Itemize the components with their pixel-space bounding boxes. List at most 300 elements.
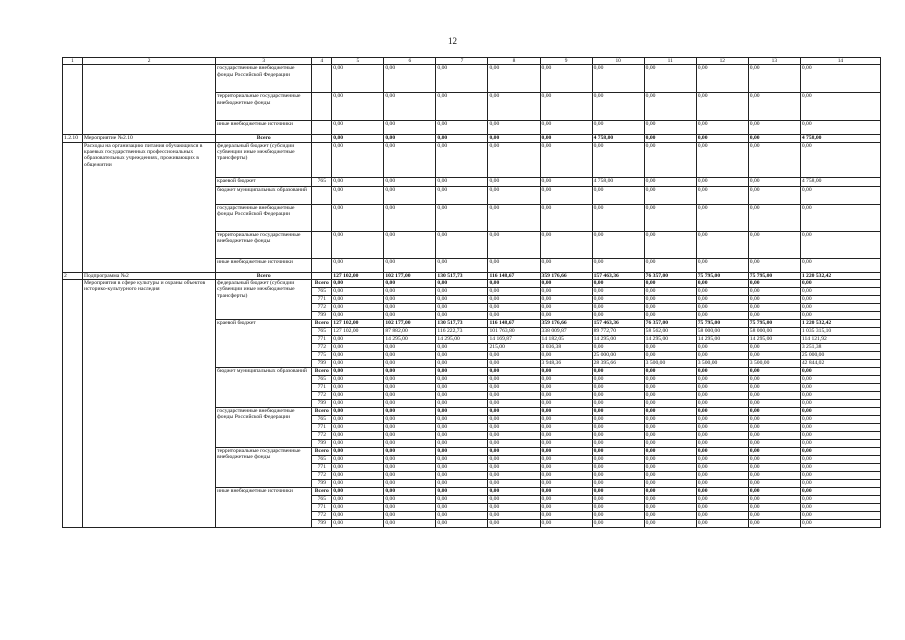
value-cell: 0,00 <box>748 135 800 142</box>
value-cell: 0,00 <box>696 480 748 488</box>
value-cell: 0,00 <box>800 384 880 392</box>
value-cell: 3 500,00 <box>644 360 696 368</box>
value-cell: 0,00 <box>748 488 800 496</box>
value-cell: 0,00 <box>384 392 436 400</box>
value-cell: 0,00 <box>644 504 696 512</box>
code-cell <box>312 258 332 272</box>
value-cell: 0,00 <box>592 472 644 480</box>
value-cell: 0,00 <box>696 135 748 142</box>
value-cell: 58 562,00 <box>644 328 696 336</box>
code-cell: 799 <box>312 440 332 448</box>
value-cell: 4 758,00 <box>592 177 644 186</box>
value-cell: 0,00 <box>748 392 800 400</box>
value-cell: 0,00 <box>696 432 748 440</box>
value-cell: 0,00 <box>592 416 644 424</box>
value-cell: 4 758,00 <box>592 135 644 142</box>
value-cell: 76 357,00 <box>644 272 696 279</box>
value-cell: 0,00 <box>540 312 592 320</box>
value-cell: 0,00 <box>696 186 748 204</box>
value-cell: 0,00 <box>592 204 644 231</box>
value-cell: 0,00 <box>488 288 540 296</box>
value-cell: 0,00 <box>436 288 488 296</box>
value-cell: 0,00 <box>748 496 800 504</box>
value-cell: 359 176,66 <box>540 272 592 279</box>
value-cell: 0,00 <box>696 464 748 472</box>
value-cell: 0,00 <box>696 368 748 376</box>
value-cell: 0,00 <box>332 258 384 272</box>
value-cell: 14 182,05 <box>540 336 592 344</box>
value-cell: 0,00 <box>748 368 800 376</box>
value-cell: 0,00 <box>332 280 384 288</box>
value-cell: 0,00 <box>384 65 436 93</box>
value-cell: 14 169,87 <box>488 336 540 344</box>
value-cell: 0,00 <box>488 135 540 142</box>
value-cell: 0,00 <box>384 93 436 121</box>
code-cell: 772 <box>312 344 332 352</box>
code-cell: Всего <box>312 488 332 496</box>
value-cell: 0,00 <box>332 448 384 456</box>
column-number: 1 <box>63 58 83 65</box>
value-cell: 0,00 <box>748 65 800 93</box>
value-cell: 0,00 <box>592 258 644 272</box>
value-cell: 0,00 <box>748 512 800 520</box>
value-cell: 127 102,00 <box>332 328 384 336</box>
value-cell: 0,00 <box>332 376 384 384</box>
value-cell: 0,00 <box>800 93 880 121</box>
value-cell: 0,00 <box>644 352 696 360</box>
value-cell: 0,00 <box>696 504 748 512</box>
value-cell: 0,00 <box>696 488 748 496</box>
value-cell: 0,00 <box>332 368 384 376</box>
value-cell: 75 795,00 <box>748 320 800 328</box>
value-cell: 3 500,00 <box>696 360 748 368</box>
value-cell: 0,00 <box>332 65 384 93</box>
value-cell: 0,00 <box>644 288 696 296</box>
value-cell: 0,00 <box>800 512 880 520</box>
num-cell <box>63 65 83 135</box>
value-cell: 0,00 <box>592 480 644 488</box>
code-cell: Всего <box>312 408 332 416</box>
source-label: бюджет муниципальных образований <box>216 186 312 204</box>
value-cell: 0,00 <box>592 376 644 384</box>
value-cell: 0,00 <box>332 204 384 231</box>
value-cell: 0,00 <box>488 65 540 93</box>
value-cell: 14 295,00 <box>436 336 488 344</box>
value-cell: 0,00 <box>696 65 748 93</box>
value-cell: 3 948,36 <box>540 360 592 368</box>
column-number: 7 <box>436 58 488 65</box>
value-cell: 0,00 <box>540 280 592 288</box>
value-cell: 0,00 <box>748 504 800 512</box>
value-cell: 0,00 <box>592 432 644 440</box>
value-cell: 0,00 <box>436 488 488 496</box>
value-cell: 0,00 <box>644 304 696 312</box>
value-cell: 0,00 <box>488 456 540 464</box>
value-cell: 1 220 532,42 <box>800 320 880 328</box>
value-cell: 0,00 <box>332 432 384 440</box>
value-cell: 0,00 <box>696 392 748 400</box>
value-cell: 0,00 <box>592 288 644 296</box>
code-cell <box>312 121 332 135</box>
value-cell: 0,00 <box>436 280 488 288</box>
value-cell: 0,00 <box>384 424 436 432</box>
value-cell: 0,00 <box>384 344 436 352</box>
code-cell: 765 <box>312 328 332 336</box>
code-cell: 772 <box>312 392 332 400</box>
value-cell: 0,00 <box>540 424 592 432</box>
value-cell: 0,00 <box>748 352 800 360</box>
value-cell: 0,00 <box>748 440 800 448</box>
value-cell: 0,00 <box>800 472 880 480</box>
value-cell: 0,00 <box>644 480 696 488</box>
code-cell: Всего <box>312 448 332 456</box>
value-cell: 0,00 <box>540 204 592 231</box>
value-cell: 14 295,00 <box>748 336 800 344</box>
value-cell: 0,00 <box>436 368 488 376</box>
value-cell: 0,00 <box>540 93 592 121</box>
value-cell: 0,00 <box>436 440 488 448</box>
budget-table <box>62 57 881 528</box>
source-label: бюджет муниципальных образований <box>216 368 312 408</box>
value-cell: 0,00 <box>488 392 540 400</box>
value-cell: 0,00 <box>332 296 384 304</box>
value-cell: 0,00 <box>488 376 540 384</box>
value-cell: 0,00 <box>800 496 880 504</box>
value-cell: 0,00 <box>696 400 748 408</box>
value-cell: 0,00 <box>748 480 800 488</box>
value-cell: 0,00 <box>592 504 644 512</box>
value-cell: 0,00 <box>644 432 696 440</box>
value-cell: 0,00 <box>488 258 540 272</box>
value-cell: 0,00 <box>436 408 488 416</box>
value-cell: 0,00 <box>696 496 748 504</box>
value-cell: 0,00 <box>436 231 488 258</box>
value-cell: 0,00 <box>384 488 436 496</box>
value-cell: 0,00 <box>436 464 488 472</box>
code-cell <box>312 231 332 258</box>
value-cell: 0,00 <box>748 408 800 416</box>
table-row <box>63 135 881 142</box>
value-cell: 0,00 <box>384 204 436 231</box>
value-cell: 0,00 <box>696 376 748 384</box>
code-cell: 765 <box>312 456 332 464</box>
value-cell: 0,00 <box>488 440 540 448</box>
value-cell: 14 295,00 <box>592 336 644 344</box>
value-cell: 0,00 <box>332 288 384 296</box>
code-cell: 771 <box>312 424 332 432</box>
value-cell: 0,00 <box>800 142 880 177</box>
value-cell: 0,00 <box>644 280 696 288</box>
item-description: Мероприятия в сфере культуры и охраны объектов историко-культурного наследия <box>83 280 216 528</box>
value-cell: 0,00 <box>436 424 488 432</box>
code-cell: 772 <box>312 304 332 312</box>
code-cell: 775 <box>312 352 332 360</box>
value-cell: 0,00 <box>696 520 748 528</box>
value-cell: 0,00 <box>488 231 540 258</box>
value-cell: 0,00 <box>800 488 880 496</box>
source-label: государственные внебюджетные фонды Российской Федерации <box>216 65 312 93</box>
item-title: Мероприятие №2.10 <box>83 135 216 142</box>
value-cell: 0,00 <box>644 186 696 204</box>
value-cell: 0,00 <box>696 416 748 424</box>
value-cell: 0,00 <box>644 464 696 472</box>
value-cell: 58 000,00 <box>696 328 748 336</box>
value-cell: 0,00 <box>332 400 384 408</box>
value-cell: 0,00 <box>592 448 644 456</box>
value-cell: 0,00 <box>488 416 540 424</box>
value-cell: 0,00 <box>332 186 384 204</box>
value-cell: 0,00 <box>540 296 592 304</box>
value-cell: 0,00 <box>800 65 880 93</box>
value-cell: 0,00 <box>748 344 800 352</box>
code-cell: Всего <box>312 320 332 328</box>
value-cell: 130 517,73 <box>436 320 488 328</box>
code-cell: 771 <box>312 336 332 344</box>
source-label: федеральный бюджет (субсидии субвенции иные межбюджетные трансферты) <box>216 280 312 320</box>
value-cell: 0,00 <box>332 512 384 520</box>
value-cell: 0,00 <box>592 344 644 352</box>
code-cell: Всего <box>312 280 332 288</box>
value-cell: 0,00 <box>592 368 644 376</box>
value-cell: 0,00 <box>644 204 696 231</box>
value-cell: 0,00 <box>488 480 540 488</box>
value-cell: 0,00 <box>748 304 800 312</box>
value-cell: 0,00 <box>540 456 592 464</box>
value-cell: 0,00 <box>540 520 592 528</box>
value-cell: 0,00 <box>696 424 748 432</box>
column-number: 4 <box>312 58 332 65</box>
value-cell: 0,00 <box>540 408 592 416</box>
value-cell: 0,00 <box>436 384 488 392</box>
column-number: 6 <box>384 58 436 65</box>
value-cell: 0,00 <box>488 408 540 416</box>
code-cell: 799 <box>312 480 332 488</box>
column-number: 3 <box>216 58 312 65</box>
value-cell: 0,00 <box>488 304 540 312</box>
value-cell: 0,00 <box>644 344 696 352</box>
column-number: 2 <box>83 58 216 65</box>
value-cell: 0,00 <box>748 186 800 204</box>
value-cell: 0,00 <box>332 472 384 480</box>
value-cell: 0,00 <box>592 186 644 204</box>
value-cell: 0,00 <box>540 65 592 93</box>
value-cell: 0,00 <box>488 424 540 432</box>
value-cell: 0,00 <box>644 296 696 304</box>
value-cell: 0,00 <box>800 424 880 432</box>
value-cell: 0,00 <box>748 204 800 231</box>
value-cell: 0,00 <box>436 504 488 512</box>
value-cell: 0,00 <box>384 231 436 258</box>
value-cell: 116 148,67 <box>488 272 540 279</box>
value-cell: 0,00 <box>436 186 488 204</box>
value-cell: 0,00 <box>592 142 644 177</box>
value-cell: 0,00 <box>488 432 540 440</box>
value-cell: 0,00 <box>748 432 800 440</box>
value-cell: 127 102,00 <box>332 320 384 328</box>
value-cell: 0,00 <box>540 512 592 520</box>
value-cell: 0,00 <box>592 392 644 400</box>
value-cell: 0,00 <box>696 512 748 520</box>
item-description: Расходы на организацию питания обучающихся в краевых государственных профессиональных образовательных учреждениях, проживающих в общежитии <box>83 142 216 272</box>
value-cell: 0,00 <box>540 258 592 272</box>
value-cell: 0,00 <box>332 488 384 496</box>
value-cell: 0,00 <box>644 121 696 135</box>
code-cell <box>312 204 332 231</box>
value-cell: 0,00 <box>332 231 384 258</box>
value-cell: 0,00 <box>332 312 384 320</box>
value-cell: 42 844,02 <box>800 360 880 368</box>
item-number: 1.2.10 <box>63 135 83 142</box>
value-cell: 0,00 <box>488 177 540 186</box>
value-cell: 0,00 <box>748 177 800 186</box>
value-cell: 0,00 <box>696 456 748 464</box>
value-cell: 0,00 <box>332 456 384 464</box>
value-cell: 0,00 <box>644 488 696 496</box>
value-cell: 0,00 <box>644 142 696 177</box>
value-cell: 0,00 <box>644 368 696 376</box>
total-label: Всего <box>216 272 312 279</box>
value-cell: 0,00 <box>436 472 488 480</box>
value-cell: 0,00 <box>488 204 540 231</box>
value-cell: 0,00 <box>696 344 748 352</box>
value-cell: 0,00 <box>436 520 488 528</box>
value-cell: 0,00 <box>696 142 748 177</box>
value-cell: 3 036,38 <box>540 344 592 352</box>
value-cell: 0,00 <box>384 288 436 296</box>
value-cell: 0,00 <box>748 296 800 304</box>
value-cell: 0,00 <box>748 424 800 432</box>
value-cell: 0,00 <box>748 456 800 464</box>
source-label: территориальные государственные внебюджетные фонды <box>216 448 312 488</box>
code-cell: Всего <box>312 368 332 376</box>
value-cell: 127 102,00 <box>332 272 384 279</box>
value-cell: 0,00 <box>540 392 592 400</box>
value-cell: 0,00 <box>592 456 644 464</box>
value-cell: 0,00 <box>800 368 880 376</box>
value-cell: 0,00 <box>488 312 540 320</box>
value-cell: 0,00 <box>800 416 880 424</box>
value-cell: 1 220 532,42 <box>800 272 880 279</box>
value-cell: 0,00 <box>436 360 488 368</box>
value-cell: 3 251,38 <box>800 344 880 352</box>
value-cell: 0,00 <box>592 312 644 320</box>
value-cell: 0,00 <box>592 440 644 448</box>
table-row <box>63 272 881 279</box>
value-cell: 0,00 <box>696 121 748 135</box>
value-cell: 0,00 <box>696 384 748 392</box>
value-cell: 0,00 <box>800 392 880 400</box>
value-cell: 0,00 <box>644 384 696 392</box>
source-label: иные внебюджетные источники <box>216 258 312 272</box>
value-cell: 0,00 <box>540 488 592 496</box>
value-cell: 0,00 <box>436 512 488 520</box>
value-cell: 0,00 <box>384 135 436 142</box>
value-cell: 0,00 <box>384 280 436 288</box>
value-cell: 0,00 <box>488 504 540 512</box>
value-cell: 0,00 <box>800 296 880 304</box>
code-cell: 799 <box>312 520 332 528</box>
value-cell: 0,00 <box>540 135 592 142</box>
value-cell: 4 758,00 <box>800 135 880 142</box>
value-cell: 0,00 <box>436 352 488 360</box>
value-cell: 0,00 <box>592 296 644 304</box>
value-cell: 0,00 <box>540 472 592 480</box>
value-cell: 0,00 <box>644 416 696 424</box>
value-cell: 0,00 <box>436 448 488 456</box>
value-cell: 0,00 <box>644 408 696 416</box>
value-cell: 0,00 <box>488 472 540 480</box>
item-title: Подпрограмма №2 <box>83 272 216 279</box>
value-cell: 0,00 <box>540 352 592 360</box>
value-cell: 25 000,00 <box>592 352 644 360</box>
value-cell: 0,00 <box>592 488 644 496</box>
value-cell: 114 121,92 <box>800 336 880 344</box>
value-cell: 0,00 <box>800 464 880 472</box>
value-cell: 87 882,00 <box>384 328 436 336</box>
source-label: краевой бюджет <box>216 320 312 368</box>
value-cell: 0,00 <box>592 384 644 392</box>
value-cell: 0,00 <box>540 496 592 504</box>
value-cell: 0,00 <box>488 142 540 177</box>
source-label: государственные внебюджетные фонды Российской Федерации <box>216 408 312 448</box>
column-number: 5 <box>332 58 384 65</box>
value-cell: 157 463,36 <box>592 320 644 328</box>
value-cell: 0,00 <box>488 280 540 288</box>
value-cell: 0,00 <box>592 65 644 93</box>
value-cell: 0,00 <box>748 376 800 384</box>
value-cell: 0,00 <box>592 512 644 520</box>
value-cell: 0,00 <box>332 177 384 186</box>
value-cell: 102 177,00 <box>384 272 436 279</box>
value-cell: 0,00 <box>384 360 436 368</box>
source-label: федеральный бюджет (субсидии субвенции иные межбюджетные трансферты) <box>216 142 312 177</box>
value-cell: 0,00 <box>488 360 540 368</box>
value-cell: 89 772,70 <box>592 328 644 336</box>
value-cell: 0,00 <box>436 344 488 352</box>
desc-cell <box>83 65 216 135</box>
page-number: 12 <box>448 36 457 46</box>
value-cell: 0,00 <box>384 304 436 312</box>
code-cell: 771 <box>312 384 332 392</box>
value-cell: 0,00 <box>800 456 880 464</box>
code-cell: 772 <box>312 472 332 480</box>
value-cell: 0,00 <box>644 65 696 93</box>
value-cell: 102 177,00 <box>384 320 436 328</box>
value-cell: 0,00 <box>800 204 880 231</box>
value-cell: 0,00 <box>592 231 644 258</box>
value-cell: 75 795,00 <box>696 320 748 328</box>
value-cell: 0,00 <box>800 376 880 384</box>
code-cell: 765 <box>312 288 332 296</box>
value-cell: 0,00 <box>332 392 384 400</box>
value-cell: 0,00 <box>748 93 800 121</box>
table-row <box>63 280 881 288</box>
value-cell: 0,00 <box>696 288 748 296</box>
value-cell: 0,00 <box>748 384 800 392</box>
source-label: территориальные государственные внебюджетные фонды <box>216 93 312 121</box>
value-cell: 0,00 <box>748 288 800 296</box>
code-cell: 799 <box>312 360 332 368</box>
value-cell: 0,00 <box>384 448 436 456</box>
value-cell: 0,00 <box>748 472 800 480</box>
value-cell: 338 009,87 <box>540 328 592 336</box>
value-cell: 0,00 <box>540 121 592 135</box>
value-cell: 0,00 <box>488 368 540 376</box>
value-cell: 0,00 <box>384 480 436 488</box>
value-cell: 0,00 <box>696 472 748 480</box>
column-number: 13 <box>748 58 800 65</box>
value-cell: 0,00 <box>332 360 384 368</box>
